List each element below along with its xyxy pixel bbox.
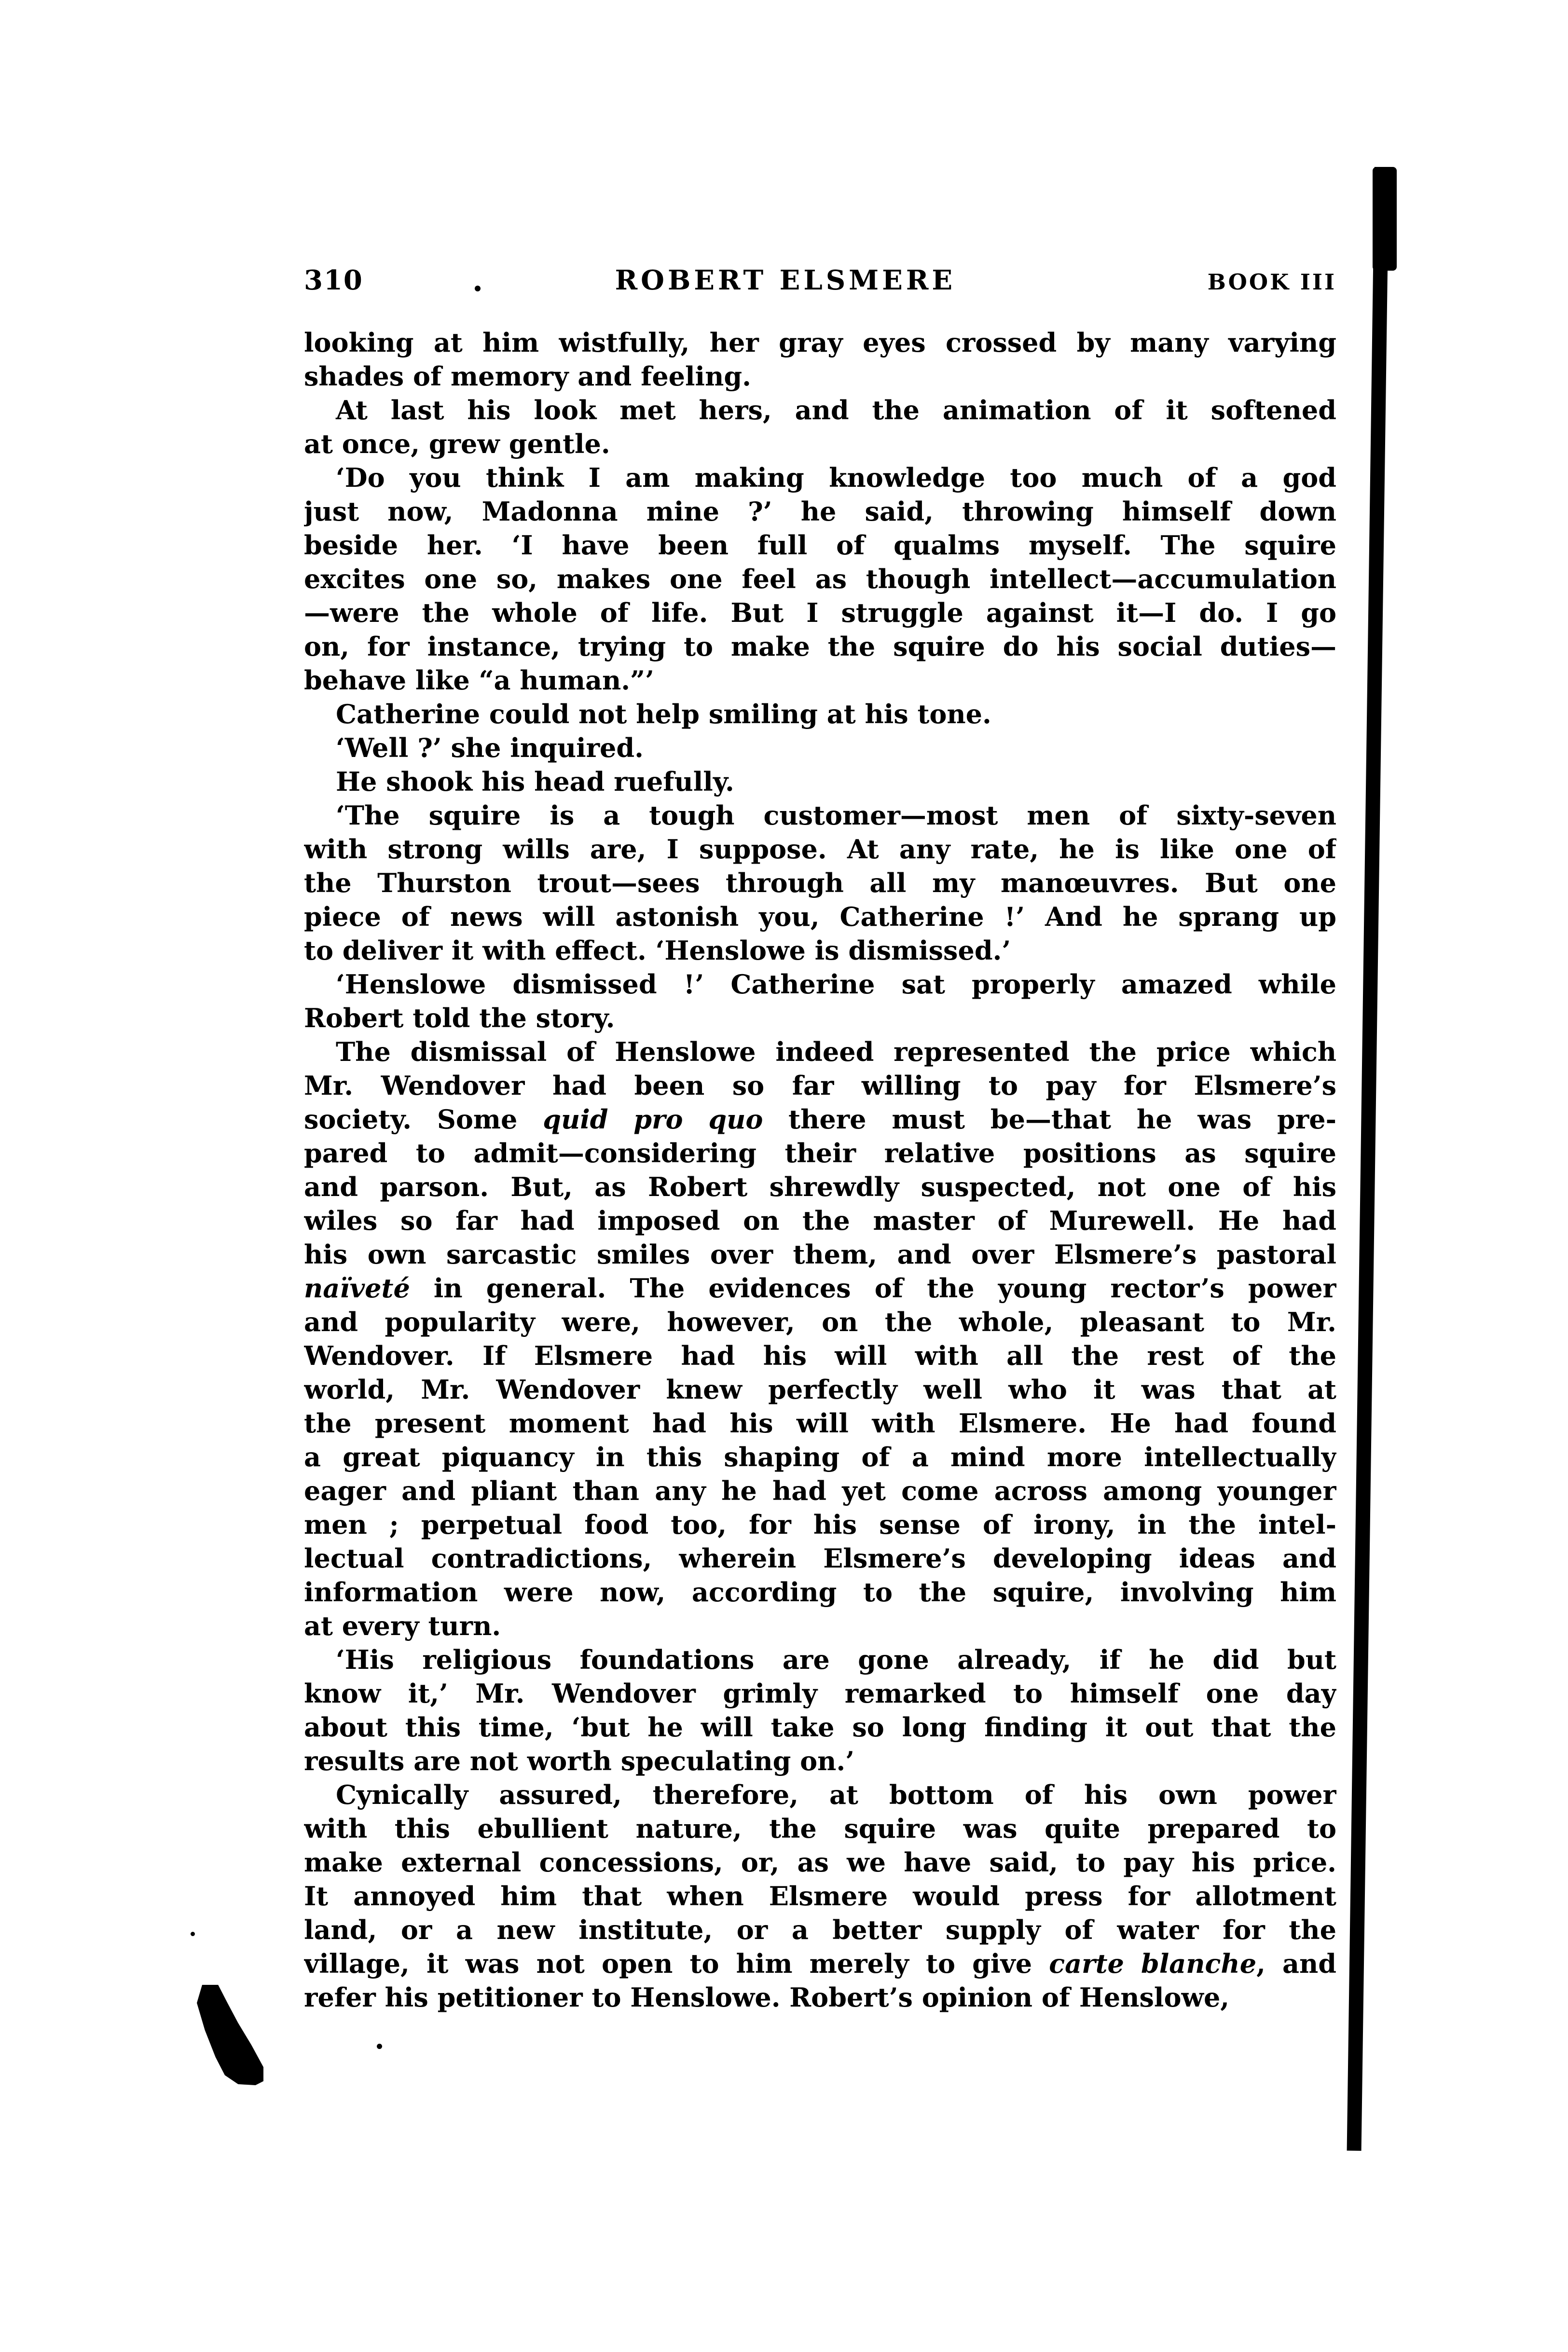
text-line: piece of news will astonish you, Catherine !’ And he sprang up: [304, 901, 1336, 932]
text-line: world, Mr. Wendover knew perfectly well who it was that at: [304, 1374, 1336, 1405]
text-line: shades of memory and feeling.: [304, 361, 751, 392]
text-line: with this ebullient nature, the squire was quite prepared to: [304, 1813, 1336, 1844]
paragraph: [304, 393, 1336, 461]
text-line: refer his petitioner to Henslowe. Robert’s opinion of Henslowe,: [304, 1982, 1230, 2013]
text-line: and popularity were, however, on the whole, pleasant to Mr.: [304, 1307, 1336, 1337]
text-line: Mr. Wendover had been so far willing to pay for Elsmere’s: [304, 1070, 1336, 1101]
text-line: pared to admit—considering their relative positions as squire: [304, 1138, 1336, 1169]
text-line: At last his look met hers, and the animation of it softened: [336, 395, 1336, 426]
book-label: BOOK III: [1207, 269, 1336, 295]
text-line: and parson. But, as Robert shrewdly suspected, not one of his: [304, 1171, 1336, 1202]
paragraph: [304, 1778, 1336, 2014]
text-line: Wendover. If Elsmere had his will with all the rest of the: [304, 1340, 1336, 1371]
ink-speck: [377, 2044, 382, 2049]
text-line: wiles so far had imposed on the master of Murewell. He had: [304, 1205, 1336, 1236]
text-line: at once, grew gentle.: [304, 428, 610, 459]
paragraph: [304, 326, 1336, 393]
text-line: looking at him wistfully, her gray eyes crossed by many varying: [304, 327, 1336, 358]
text-line: It annoyed him that when Elsmere would press for allotment: [304, 1881, 1336, 1912]
ink-speck: [191, 1932, 195, 1936]
paragraph: [304, 765, 1336, 798]
text-line: about this time, ‘but he will take so long finding it out that the: [304, 1712, 1336, 1743]
scan-edge-bar-top-artifact: [1373, 167, 1397, 271]
running-header: [304, 264, 1336, 296]
text-line: just now, Madonna mine ?’ he said, throwing himself down: [304, 496, 1336, 527]
text-line: Robert told the story.: [304, 1003, 615, 1033]
text-line: He shook his head ruefully.: [336, 766, 734, 797]
text-line: ‘Well ?’ she inquired.: [336, 732, 644, 763]
text-line: ‘Henslowe dismissed !’ Catherine sat properly amazed while: [336, 969, 1336, 1000]
text-line: on, for instance, trying to make the squire do his social duties—: [304, 631, 1336, 662]
text-line: results are not worth speculating on.’: [304, 1746, 855, 1776]
text-line: lectual contradictions, wherein Elsmere’s developing ideas and: [304, 1543, 1336, 1574]
text-line: the present moment had his will with Elsmere. He had found: [304, 1408, 1336, 1439]
text-line: land, or a new institute, or a better supply of water for the: [304, 1914, 1336, 1945]
text-line: a great piquancy in this shaping of a mind more intellectually: [304, 1442, 1336, 1472]
paragraph: [304, 731, 1336, 765]
text-line: village, it was not open to him merely to give carte blanche, and: [304, 1948, 1336, 1979]
text-line: excites one so, makes one feel as though intellect—accumulation: [304, 564, 1336, 594]
text-line: ‘The squire is a tough customer—most men of sixty-seven: [336, 800, 1336, 831]
text-line: with strong wills are, I suppose. At any rate, he is like one of: [304, 834, 1336, 865]
text-line: —were the whole of life. But I struggle against it—I do. I go: [304, 597, 1336, 628]
page-text: [304, 326, 1336, 2014]
text-line: Cynically assured, therefore, at bottom of his own power: [336, 1779, 1336, 1810]
text-line: eager and pliant than any he had yet come across among younger: [304, 1475, 1336, 1506]
text-line: beside her. ‘I have been full of qualms myself. The squire: [304, 530, 1336, 561]
text-line: make external concessions, or, as we have said, to pay his price.: [304, 1847, 1336, 1878]
ink-speck: [475, 286, 481, 291]
text-line: naïveté in general. The evidences of the young rector’s power: [304, 1273, 1336, 1304]
paragraph: [304, 697, 1336, 731]
text-line: behave like “a human.”’: [304, 665, 654, 696]
page-title: ROBERT ELSMERE: [615, 264, 956, 296]
paragraph: [304, 967, 1336, 1035]
text-line: information were now, according to the squire, involving him: [304, 1577, 1336, 1608]
paragraph: [304, 461, 1336, 697]
text-line: Catherine could not help smiling at his tone.: [336, 699, 991, 729]
text-line: to deliver it with effect. ‘Henslowe is dismissed.’: [304, 935, 1011, 966]
text-line: his own sarcastic smiles over them, and over Elsmere’s pastoral: [304, 1239, 1336, 1270]
scan-edge-bar-artifact: [1347, 167, 1389, 2151]
paragraph: [304, 1035, 1336, 1643]
text-line: the Thurston trout—sees through all my manœuvres. But one: [304, 867, 1336, 898]
text-line: ‘Do you think I am making knowledge too much of a god: [336, 462, 1336, 493]
text-line: ‘His religious foundations are gone already, if he did but: [336, 1644, 1336, 1675]
text-line: society. Some quid pro quo there must be—that he was pre-: [304, 1104, 1336, 1135]
text-line: men ; perpetual food too, for his sense of irony, in the intel-: [304, 1509, 1336, 1540]
ink-blot-artifact: [197, 1985, 263, 2085]
page-number: 310: [304, 264, 363, 296]
paragraph: [304, 1643, 1336, 1778]
text-line: The dismissal of Henslowe indeed represented the price which: [336, 1036, 1336, 1067]
text-line: at every turn.: [304, 1610, 501, 1641]
paragraph: [304, 798, 1336, 967]
text-line: know it,’ Mr. Wendover grimly remarked to himself one day: [304, 1678, 1336, 1709]
